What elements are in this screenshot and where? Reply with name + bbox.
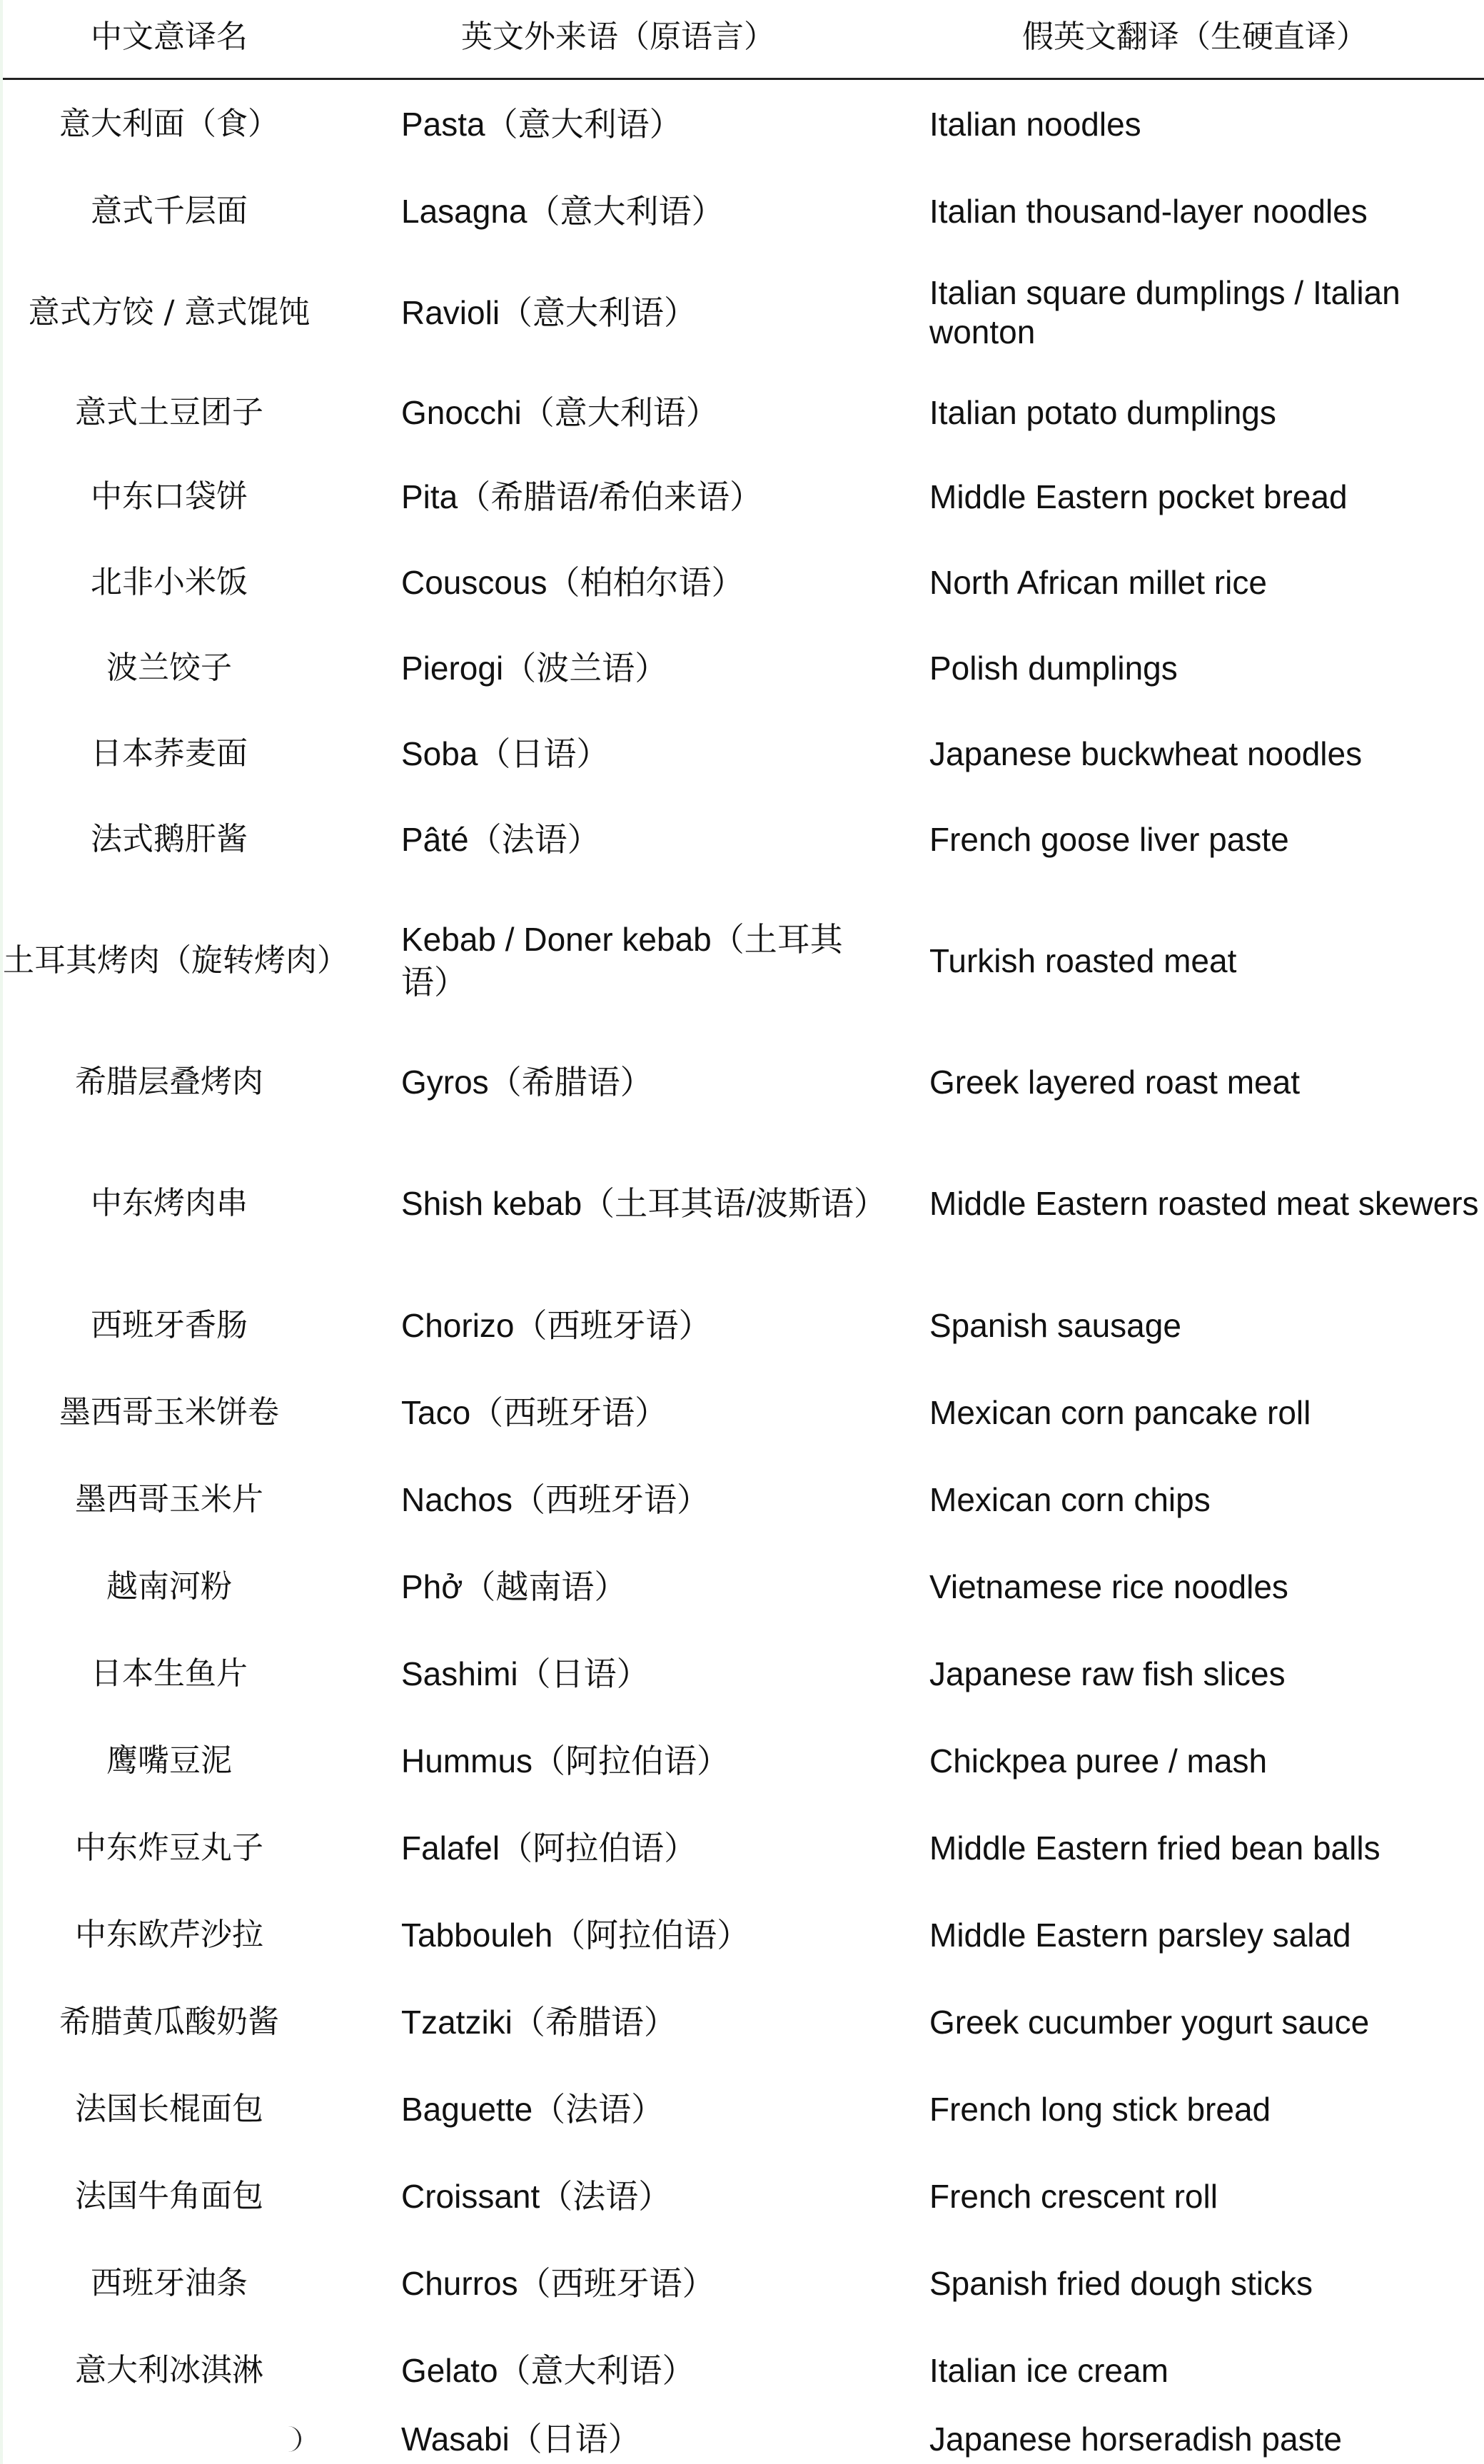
cell-literal-translation: Italian square dumplings / Italian wonton [929,274,1400,350]
cell-chinese-name: 中东烤肉串 [91,1185,248,1221]
table-row [3,540,1484,625]
table-row [3,1456,1484,1543]
table-row [3,1282,1484,1369]
cell-english-loanword: Nachos（西班牙语） [401,1481,710,1518]
cell-chinese-name: 越南河粉 [106,1568,232,1605]
cell-chinese-name: 日本荞麦面 [91,735,248,772]
cell-chinese-name: 法国牛角面包 [75,2178,263,2214]
cell-english-loanword: Shish kebab（土耳其语/波斯语） [401,1185,887,1222]
cell-literal-translation: Japanese buckwheat noodles [929,734,1363,772]
cell-chinese-name: 鹰嘴豆泥 [106,1742,232,1779]
cell-english-loanword: Taco（西班牙语） [401,1394,668,1431]
cell-english-loanword: Tzatziki（希腊语） [401,2004,677,2041]
header-english-loanword: 英文外来语（原语言） [461,19,775,55]
cell-english-loanword: Pasta（意大利语） [401,106,682,143]
cell-chinese-name: 中东炸豆丸子 [75,1829,263,1866]
cell-chinese-name: 意大利冰淇淋 [75,2352,263,2388]
cell-literal-translation: Japanese horseradish paste [929,2420,1342,2458]
cell-english-loanword: Baguette（法语） [401,2091,665,2128]
document-page [3,0,1484,2464]
cell-english-loanword: Pierogi（波兰语） [401,650,668,687]
table-row [3,2066,1484,2153]
cell-literal-translation: Mexican corn pancake roll [929,1393,1311,1431]
table-row [3,625,1484,711]
cell-literal-translation: French long stick bread [929,2090,1271,2128]
cell-english-loanword: Croissant（法语） [401,2178,672,2215]
cell-chinese-name: 法国长棍面包 [75,2091,263,2127]
cell-literal-translation: Vietnamese rice noodles [929,1567,1288,1605]
cell-english-loanword: Phở（越南语） [401,1568,627,1605]
cell-literal-translation: Chickpea puree / mash [929,1742,1268,1779]
cell-chinese-name: 北非小米饭 [91,564,248,600]
cell-english-loanword: Pâté（法语） [401,821,600,858]
table-row [3,1979,1484,2066]
cell-literal-translation: Middle Eastern pocket bread [929,478,1348,515]
cell-english-loanword: Gelato（意大利语） [401,2352,695,2389]
header-literal-translation: 假英文翻译（生硬直译） [1022,19,1368,55]
cell-chinese-name: 意式土豆团子 [75,394,263,430]
cell-english-loanword: Gnocchi（意大利语） [401,394,719,431]
cell-literal-translation: Middle Eastern parsley salad [929,1916,1351,1954]
cell-chinese-name: 土耳其烤肉（旋转烤肉） [3,942,348,979]
cell-literal-translation: Italian thousand-layer noodles [929,192,1368,230]
cell-chinese-name: 意式千层面 [91,193,248,229]
cell-literal-translation: Italian potato dumplings [929,393,1276,431]
table-row [3,1892,1484,1979]
cell-literal-translation: Greek layered roast meat [929,1063,1301,1101]
cell-english-loanword: Soba（日语） [401,735,610,772]
table-row [3,2240,1484,2327]
cell-chinese-name: 墨西哥玉米片 [75,1481,263,1518]
cell-english-loanword: Gyros（希腊语） [401,1064,653,1101]
table-row [3,1125,1484,1282]
cell-chinese-name: 西班牙油条 [91,2265,248,2301]
cell-literal-translation: Japanese raw fish slices [929,1655,1286,1692]
cell-literal-translation: French crescent roll [929,2177,1218,2215]
table-row [3,80,1484,168]
cell-chinese-name [3,2414,335,2464]
cell-english-loanword: Sashimi（日语） [401,1655,650,1692]
table-row [3,882,1484,1039]
cell-literal-translation: Spanish sausage [929,1306,1181,1344]
table-row [3,711,1484,797]
table-row [3,2153,1484,2240]
cell-english-loanword: Wasabi（日语） [401,2420,641,2458]
table-row [3,797,1484,882]
cell-english-loanword: Couscous（柏柏尔语） [401,564,744,601]
cell-chinese-name: 西班牙香肠 [91,1307,248,1343]
cell-literal-translation: French goose liver paste [929,820,1289,858]
table-row [3,1630,1484,1717]
table-row [3,371,1484,454]
table-row [3,1039,1484,1125]
cell-literal-translation: Polish dumplings [929,649,1178,687]
table-row [3,2327,1484,2414]
cell-chinese-name: 中东口袋饼 [91,478,248,515]
cell-english-loanword: Churros（西班牙语） [401,2265,715,2302]
cell-english-loanword: Falafel（阿拉伯语） [401,1829,697,1867]
cell-literal-translation: Middle Eastern fried bean balls [929,1829,1380,1867]
cell-chinese-name: 墨西哥玉米饼卷 [59,1394,279,1430]
cell-english-loanword: Tabbouleh（阿拉伯语） [401,1917,750,1954]
cell-literal-translation: Greek cucumber yogurt sauce [929,2003,1370,2041]
cell-chinese-name: 中东欧芹沙拉 [75,1917,263,1953]
cell-english-loanword: Hummus（阿拉伯语） [401,1742,730,1779]
cell-literal-translation: Mexican corn chips [929,1480,1211,1518]
cell-chinese-name: 意式方饺 / 意式馄饨 [28,294,311,330]
cell-chinese-name: 意大利面（食） [59,106,279,142]
table-row [3,2414,1484,2464]
cell-literal-translation: North African millet rice [929,563,1267,601]
cell-chinese-name: 日本生鱼片 [91,1655,248,1692]
cell-english-loanword: Ravioli（意大利语） [401,294,697,331]
cell-literal-translation: Middle Eastern roasted meat skewers [929,1184,1479,1222]
cell-chinese-name: 希腊黄瓜酸奶酱 [59,2004,279,2040]
header-chinese-name: 中文意译名 [91,19,248,55]
table-row [3,454,1484,540]
table-row [3,1717,1484,1804]
cell-english-loanword: Lasagna（意大利语） [401,193,725,230]
cell-english-loanword: Chorizo（西班牙语） [401,1307,712,1344]
cell-english-loanword: Pita（希腊语/希伯来语） [401,478,763,515]
cell-literal-translation: Spanish fried dough sticks [929,2264,1313,2302]
cell-chinese-name: 希腊层叠烤肉 [75,1064,263,1100]
cell-literal-translation: Turkish roasted meat [929,941,1237,979]
cell-literal-translation: Italian ice cream [929,2351,1168,2389]
table-row [3,1369,1484,1456]
cell-chinese-name: 法式鹅肝酱 [91,821,248,857]
cell-english-loanword: Kebab / Doner kebab（土耳其语） [401,921,843,1001]
table-row [3,168,1484,254]
cell-chinese-name: 波兰饺子 [106,650,232,686]
table-header [3,0,1484,80]
table-row [3,1543,1484,1630]
table-row [3,1804,1484,1892]
table-row [3,254,1484,371]
cell-literal-translation: Italian noodles [929,105,1141,143]
